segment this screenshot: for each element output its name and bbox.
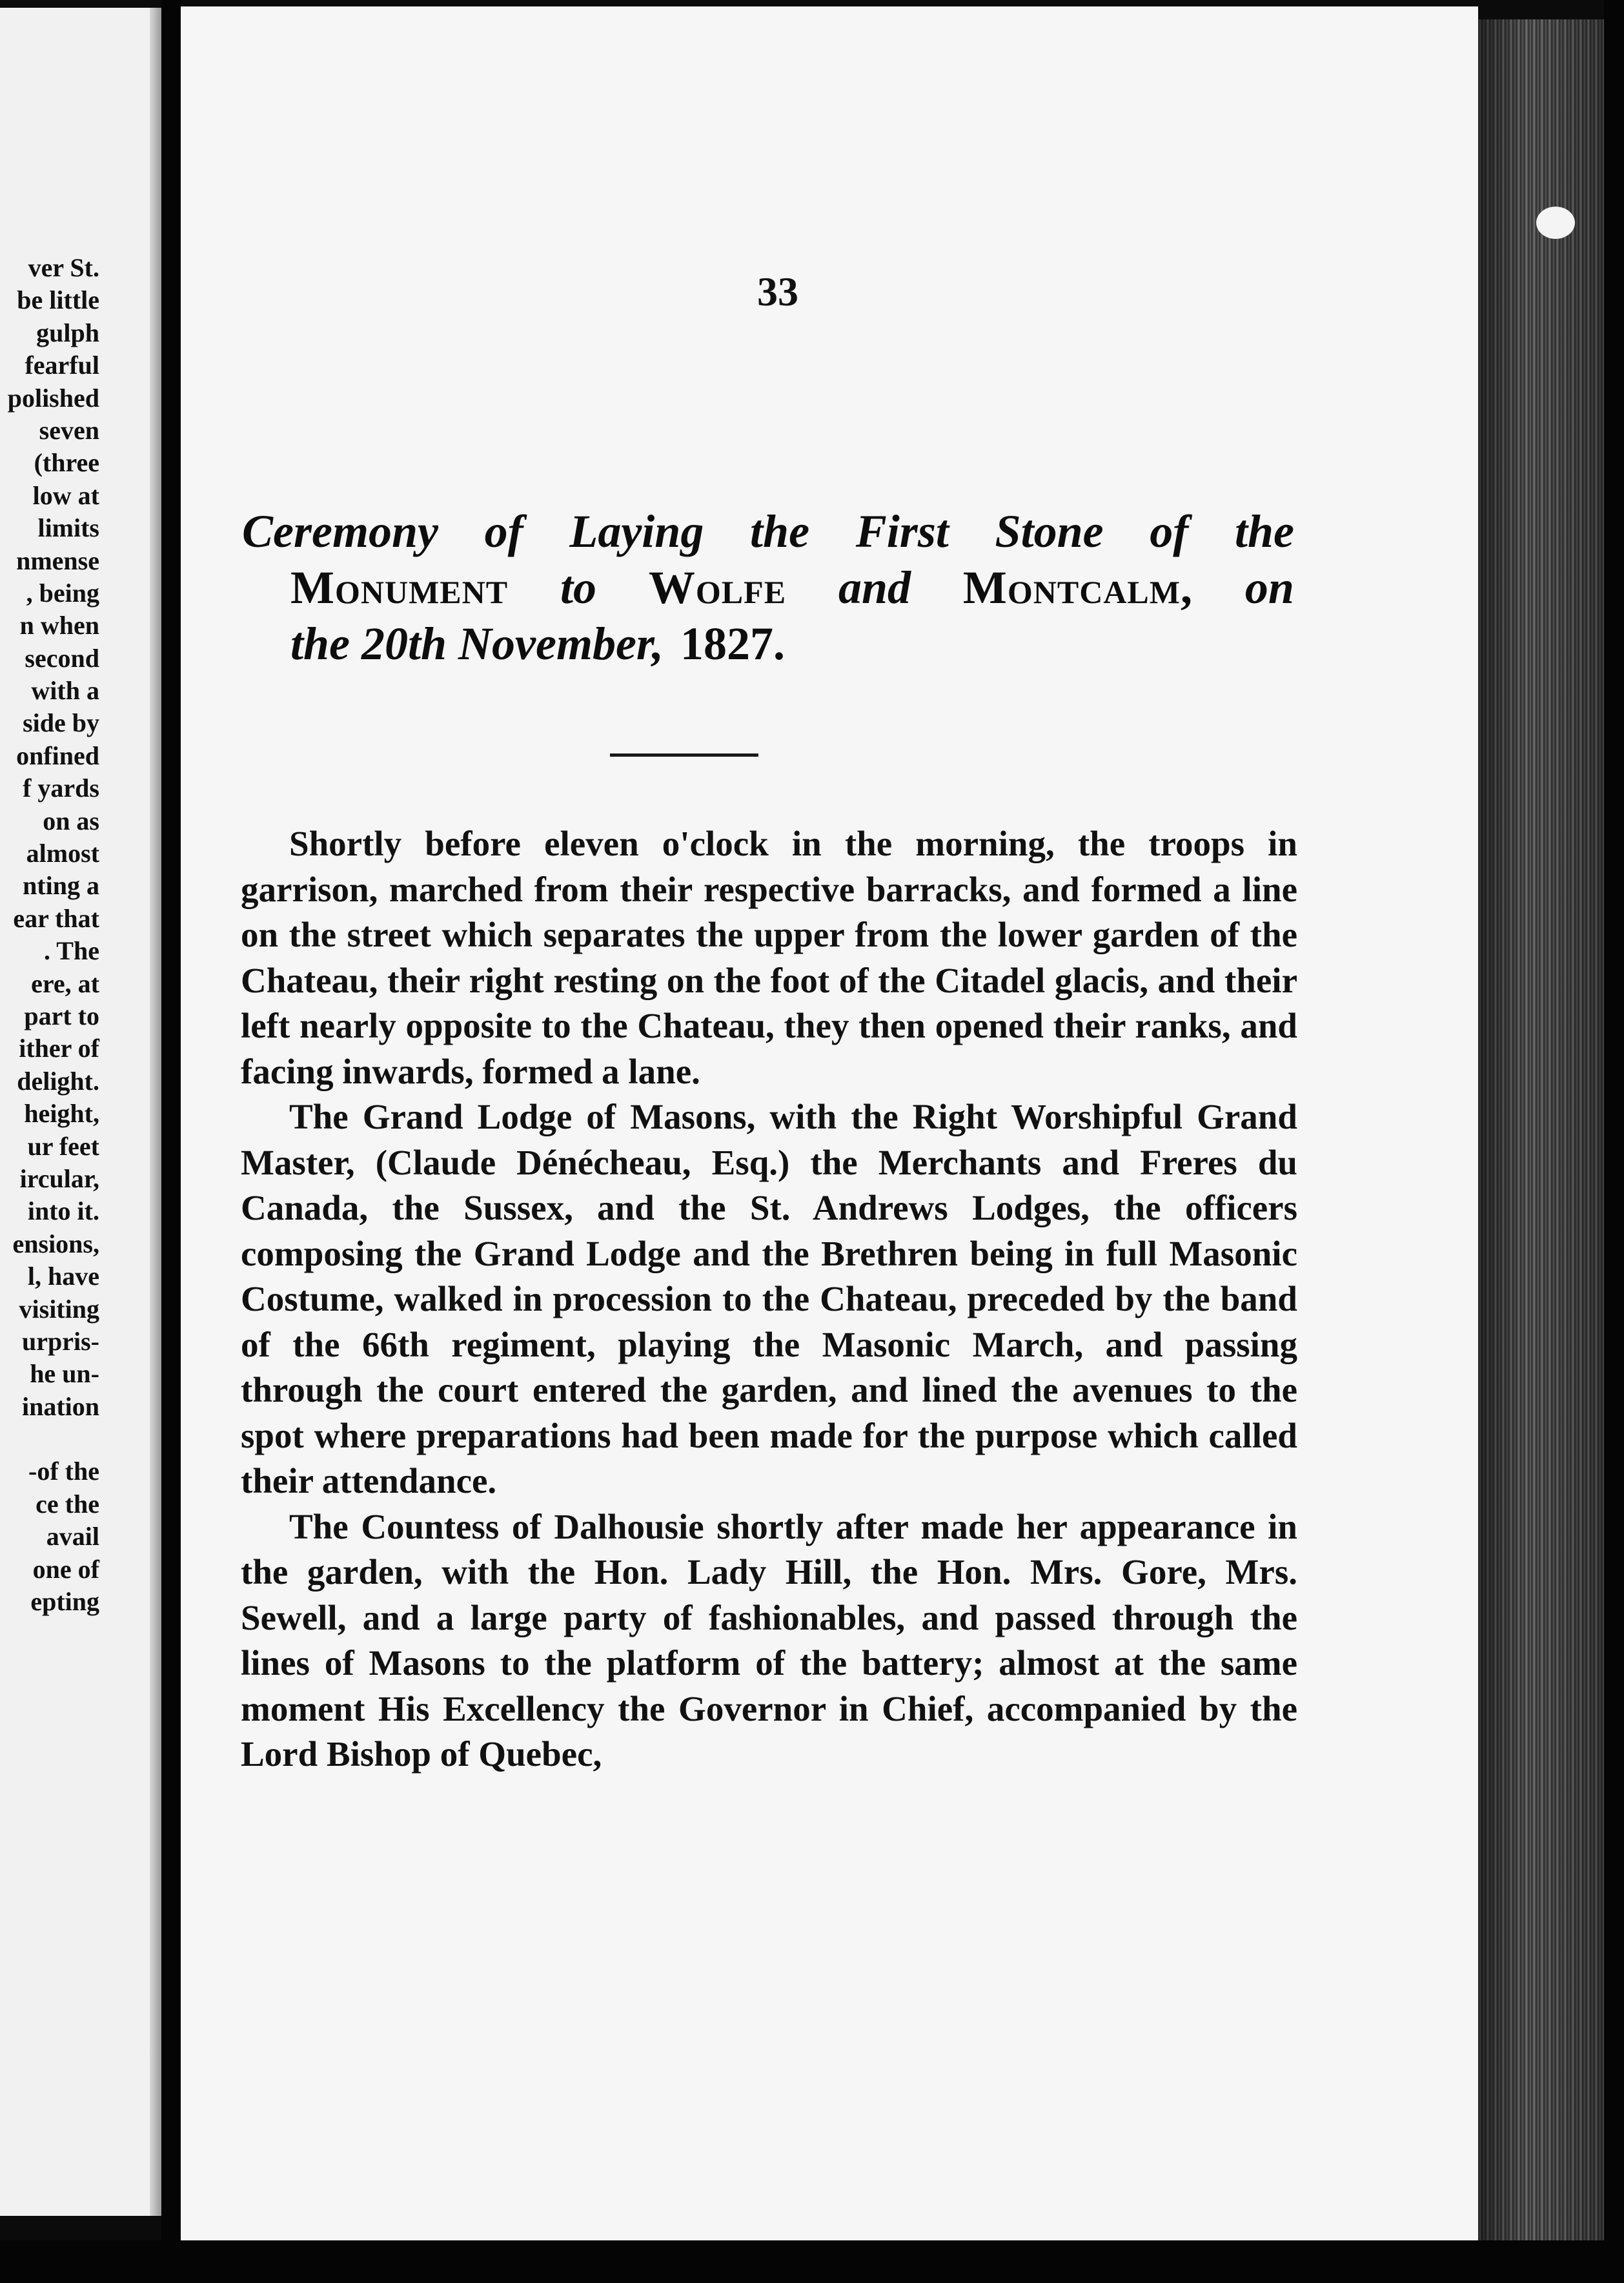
previous-page-line: almost [26, 839, 99, 868]
heading-word: to [560, 562, 596, 613]
previous-page-line: ear that [13, 903, 99, 933]
page-edges [1478, 19, 1604, 2260]
paper-speck [1536, 207, 1575, 239]
previous-page-line: . The [44, 936, 99, 966]
previous-page-line: low at [32, 480, 99, 510]
heading-word: the [750, 506, 810, 557]
previous-page-line: onfined [16, 741, 99, 770]
previous-page-line: urpris- [22, 1326, 99, 1356]
previous-page-line: one of [32, 1554, 99, 1584]
heading-word: of [484, 506, 523, 557]
chapter-heading [242, 504, 1294, 672]
previous-page-line: delight. [17, 1066, 99, 1096]
heading-word: and [838, 562, 911, 613]
previous-page-line: seven [39, 415, 99, 445]
heading-word: Ceremony [242, 506, 438, 557]
body-text [241, 821, 1297, 1777]
previous-page-line: he un- [30, 1359, 99, 1389]
scan-border-right [1604, 0, 1624, 2283]
heading-word: Monument [290, 562, 509, 613]
heading-line-2 [242, 560, 1294, 616]
previous-page-line: be little [17, 285, 99, 315]
heading-word: Wolfe [648, 562, 787, 613]
heading-word: Montcalm, [962, 562, 1193, 613]
page-gutter [150, 8, 161, 2216]
binding-shadow [161, 0, 181, 2283]
previous-page-line: visiting [19, 1294, 99, 1324]
previous-page-line: epting [30, 1587, 99, 1617]
previous-page-line: n when [19, 611, 99, 640]
paragraph: Shortly before eleven o'clock in the morning, the troops in garrison, marched from their respective barracks, and formed a line on the street which separates the upper from the lower garden of the Chateau, their right resting on the foot of the Citadel glacis, and their left nearly opposite to the Chateau, they then opened their ranks, and facing inwards, formed a lane. [241, 824, 1297, 1091]
previous-page-line: height, [24, 1099, 99, 1129]
heading-word: First [855, 506, 949, 557]
heading-word: on [1244, 562, 1294, 613]
previous-page-line: ensions, [12, 1229, 99, 1258]
previous-page-line: (three [34, 448, 99, 478]
heading-date: the 20th November, [290, 618, 664, 670]
previous-page-line: side by [23, 708, 99, 738]
heading-word: of [1150, 506, 1189, 557]
previous-page-line: second [25, 643, 99, 673]
previous-page [0, 8, 161, 2216]
previous-page-line: ither of [19, 1034, 99, 1063]
previous-page-line: on as [43, 806, 99, 835]
heading-line-1 [242, 504, 1294, 560]
scan-border-bottom [0, 2240, 1624, 2283]
previous-page-line: f yards [23, 773, 99, 803]
heading-word: Laying [569, 506, 704, 557]
previous-page-line: l, have [27, 1262, 99, 1291]
previous-page-line [8, 1423, 99, 1455]
section-rule [610, 753, 758, 757]
previous-page-line: part to [24, 1001, 99, 1030]
previous-page-line: ur feet [27, 1131, 99, 1161]
previous-page-text [8, 252, 99, 1618]
previous-page-line: ere, at [31, 968, 99, 998]
previous-page-line: ce the [36, 1489, 99, 1519]
previous-page-line: ver St. [28, 253, 99, 282]
previous-page-line: polished [7, 383, 99, 413]
heading-word: Stone [995, 506, 1104, 557]
previous-page-line: ination [21, 1391, 99, 1421]
previous-page-line: -of the [28, 1457, 99, 1486]
previous-page-line: gulph [36, 318, 99, 347]
heading-year: 1827. [680, 618, 785, 670]
previous-page-line: with a [31, 676, 99, 706]
previous-page-line: avail [46, 1522, 99, 1551]
heading-line-3 [242, 616, 1294, 672]
previous-page-line: nmense [16, 546, 99, 575]
previous-page-line: into it. [27, 1196, 99, 1226]
previous-page-line: limits [37, 513, 99, 543]
previous-page-line: nting a [23, 871, 99, 901]
book-page [181, 6, 1478, 2240]
page-number: 33 [757, 269, 798, 314]
paragraph: The Countess of Dalhousie shortly after made her appearance in the garden, with the Hon. Lady Hill, the Hon. Mrs. Gore, Mrs. Sewell, and a large party of fashionables, and passed through the lines of Masons to the platform of the battery; almost at the same moment His Excellency the Governor in Chief, accompanied by the Lord Bishop of Quebec, [241, 1506, 1297, 1774]
paragraph: The Grand Lodge of Masons, with the Right Worshipful Grand Master, (Claude Dénécheau, Esq.) the Merchants and Freres du Canada, the Sussex, and the St. Andrews Lodges, the officers composing the Grand Lodge and the Brethren being in full Masonic Costume, walked in procession to the Chateau, preceded by the band of the 66th regiment, playing the Masonic March, and passing through the court entered the garden, and lined the avenues to the spot where preparations had been made for the purpose which called their attendance. [241, 1097, 1297, 1500]
previous-page-line: , being [26, 578, 99, 608]
previous-page-line: ircular, [19, 1163, 99, 1193]
heading-word: the [1234, 506, 1294, 557]
previous-page-line: fearful [25, 351, 99, 380]
